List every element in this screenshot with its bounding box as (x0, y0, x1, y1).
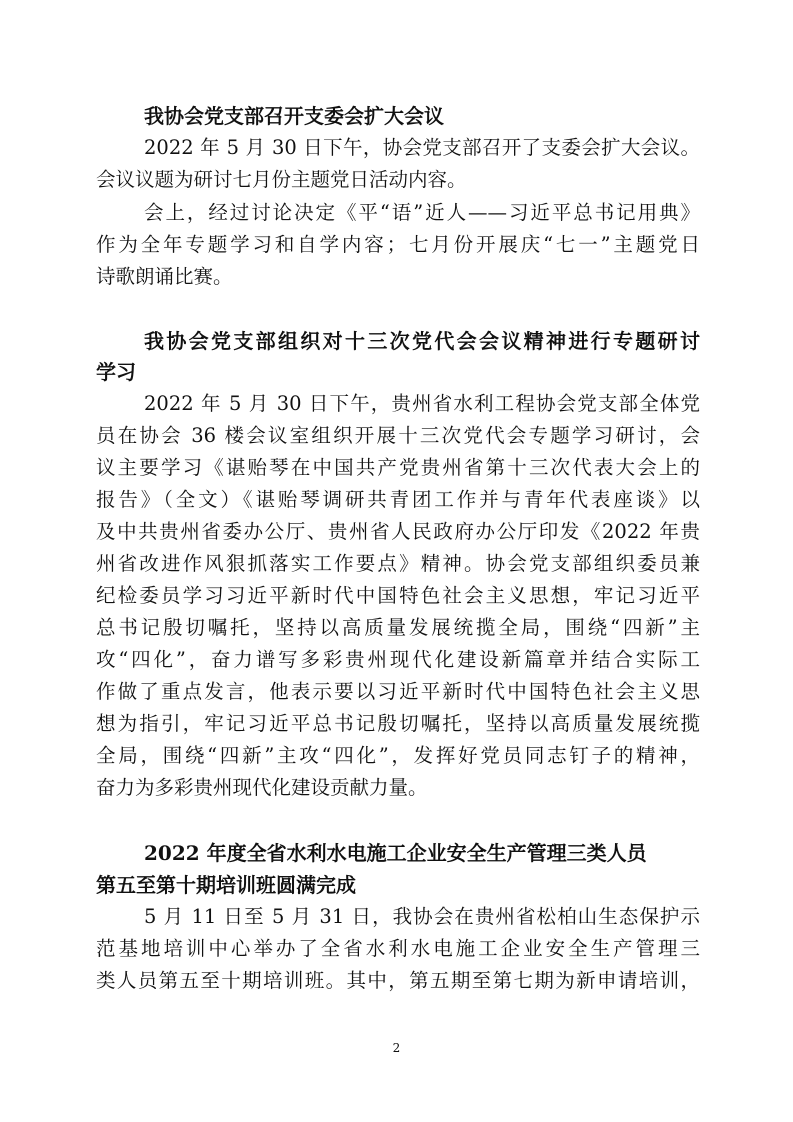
section-1-paragraph-2-line-1: 会上，经过讨论决定《平“语”近人——习近平总书记用典》 (144, 201, 700, 224)
section-2-paragraph-line-13: 奋力为多彩贵州现代化建设贡献力量。 (96, 776, 428, 799)
section-1-paragraph-2-line-3: 诗歌朗诵比赛。 (96, 265, 233, 288)
section-2-paragraph-line-7: 纪检委员学习习近平新时代中国特色社会主义思想，牢记习近平 (96, 584, 700, 607)
section-2-paragraph-line-3: 议主要学习《谌贻琴在中国共产党贵州省第十三次代表大会上的 (96, 456, 700, 479)
section-1-paragraph-1-line-1: 2022 年 5 月 30 日下午，协会党支部召开了支委会扩大会议。 (144, 136, 700, 159)
section-2-title-line-1: 我协会党支部组织对十三次党代会会议精神进行专题研讨 (144, 329, 700, 353)
section-2-paragraph-line-4: 报告》（全文）《谌贻琴调研共青团工作并与青年代表座谈》以 (96, 488, 700, 511)
section-2-paragraph-line-6: 州省改进作风狠抓落实工作要点》精神。协会党支部组织委员兼 (96, 552, 700, 575)
section-2-paragraph-line-5: 及中共贵州省委办公厅、贵州省人民政府办公厅印发《2022 年贵 (96, 520, 700, 543)
section-3-paragraph-line-3: 类人员第五至十期培训班。其中，第五期至第七期为新申请培训， (96, 969, 700, 992)
section-3-title-line-2: 第五至第十期培训班圆满完成 (96, 873, 356, 897)
section-3-paragraph-line-1: 5 月 11 日至 5 月 31 日，我协会在贵州省松柏山生态保护示 (144, 905, 700, 928)
section-2-paragraph-line-9: 攻“四化”，奋力谱写多彩贵州现代化建设新篇章并结合实际工 (96, 648, 700, 671)
section-2-paragraph-line-1: 2022 年 5 月 30 日下午，贵州省水利工程协会党支部全体党 (144, 392, 700, 415)
section-2-paragraph-line-2: 员在协会 36 楼会议室组织开展十三次党代会专题学习研讨，会 (96, 424, 700, 447)
section-3-paragraph-line-2: 范基地培训中心举办了全省水利水电施工企业安全生产管理三 (96, 937, 700, 960)
section-2-paragraph-line-10: 作做了重点发言，他表示要以习近平新时代中国特色社会主义思 (96, 680, 700, 703)
section-3-title-line-1: 2022 年度全省水利水电施工企业安全生产管理三类人员 (144, 841, 647, 865)
section-1-title: 我协会党支部召开支委会扩大会议 (144, 104, 444, 128)
section-2-paragraph-line-8: 总书记殷切嘱托，坚持以高质量发展统揽全局，围绕“四新”主 (96, 616, 700, 639)
section-1-paragraph-2-line-2: 作为全年专题学习和自学内容；七月份开展庆“七一”主题党日 (96, 233, 700, 256)
section-2-title-line-2: 学习 (96, 360, 136, 384)
page-number: 2 (392, 1041, 401, 1055)
section-2-paragraph-line-12: 全局，围绕“四新”主攻“四化”，发挥好党员同志钉子的精神， (96, 744, 700, 767)
section-1-paragraph-1-line-2: 会议议题为研讨七月份主题党日活动内容。 (96, 168, 467, 191)
section-2-paragraph-line-11: 想为指引，牢记习近平总书记殷切嘱托，坚持以高质量发展统揽 (96, 712, 700, 735)
